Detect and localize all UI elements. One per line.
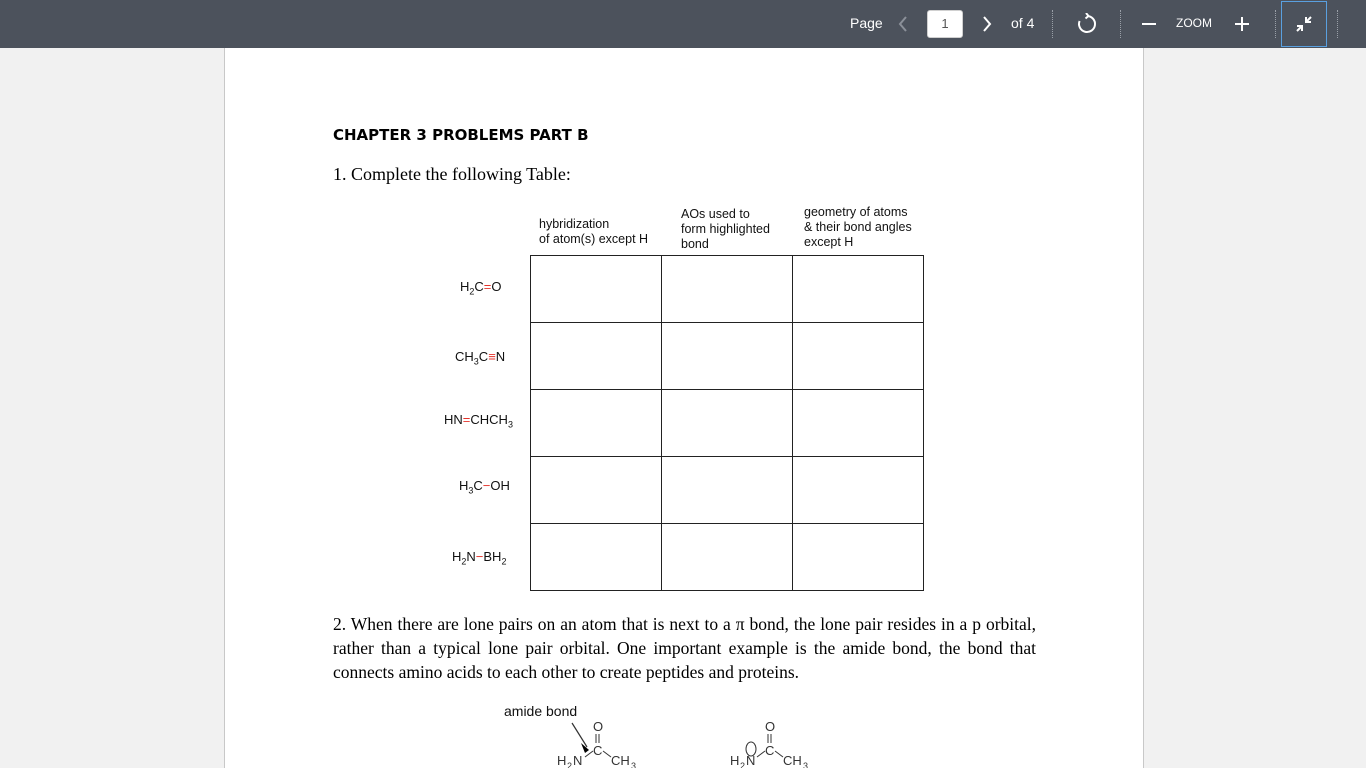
- chapter-heading: CHAPTER 3 PROBLEMS PART B: [333, 126, 589, 144]
- chevron-right-icon: [981, 15, 993, 33]
- collapse-icon: [1294, 14, 1314, 34]
- molecule-formula: $H_2N-BH_2$: [452, 549, 507, 567]
- toolbar-divider: [1120, 10, 1121, 38]
- svg-text:CH: CH: [783, 753, 802, 768]
- next-page-button[interactable]: [975, 10, 999, 38]
- table-row: [531, 390, 924, 457]
- svg-text:2: 2: [567, 761, 573, 768]
- svg-text:H: H: [557, 753, 567, 768]
- table-row: [531, 524, 924, 591]
- column-header-line: & their bond angles: [804, 220, 912, 234]
- chevron-left-icon: [897, 15, 909, 33]
- column-header-line: form highlighted: [681, 222, 770, 236]
- table-cell: [662, 524, 793, 591]
- toolbar-divider: [1337, 10, 1338, 38]
- svg-text:O: O: [593, 719, 604, 734]
- column-header-line: AOs used to: [681, 207, 750, 221]
- exit-fullscreen-button[interactable]: [1281, 1, 1327, 47]
- rotate-icon: [1076, 13, 1098, 35]
- table-row: [531, 457, 924, 524]
- molecule-formula: $HN=CHCH_3$: [444, 412, 513, 430]
- toolbar-divider: [1052, 10, 1053, 38]
- column-header-geometry: [804, 205, 912, 250]
- table-cell: [531, 524, 662, 591]
- table-cell: [793, 256, 924, 323]
- pdf-toolbar: [0, 0, 1366, 48]
- amide-structures-figure: [545, 713, 845, 768]
- rotate-button[interactable]: [1072, 8, 1102, 40]
- svg-text:C: C: [765, 743, 775, 758]
- page-number-input[interactable]: 1: [927, 10, 963, 38]
- table-cell: [531, 457, 662, 524]
- table-cell: [662, 390, 793, 457]
- table-row: [531, 256, 924, 323]
- table-cell: [531, 256, 662, 323]
- table-cell: [662, 256, 793, 323]
- column-header-line: of atom(s) except H: [539, 232, 649, 246]
- table-row: [531, 323, 924, 390]
- column-header-hybridization: [539, 217, 648, 247]
- previous-page-button[interactable]: [891, 10, 915, 38]
- document-page: [224, 48, 1144, 768]
- svg-text:C: C: [593, 743, 603, 758]
- column-header-line: bond: [681, 237, 709, 251]
- amide-bond-label: amide bond: [504, 703, 578, 719]
- question-1: 1. Complete the following Table:: [333, 164, 571, 184]
- page-count-label: of 4: [1011, 15, 1035, 31]
- table-cell: [531, 323, 662, 390]
- minus-icon: [1141, 16, 1157, 32]
- svg-text:N: N: [746, 753, 756, 768]
- column-header-aos: [681, 207, 770, 252]
- svg-text:H: H: [730, 753, 740, 768]
- table-cell: [793, 524, 924, 591]
- toolbar-divider: [1275, 10, 1276, 38]
- column-header-line: except H: [804, 235, 854, 249]
- table-cell: [531, 390, 662, 457]
- column-header-line: hybridization: [539, 217, 610, 231]
- svg-text:3: 3: [803, 761, 809, 768]
- table-cell: [662, 457, 793, 524]
- molecule-formula: $CH_3C\equiv N$: [455, 349, 506, 367]
- plus-icon: [1234, 16, 1250, 32]
- zoom-in-button[interactable]: [1229, 10, 1255, 38]
- table-cell: [793, 457, 924, 524]
- molecule-formula: $H_2C=O$: [460, 279, 502, 297]
- svg-text:3: 3: [631, 761, 637, 768]
- page-label: Page: [850, 15, 883, 31]
- table-cell: [793, 390, 924, 457]
- question-2: 2. When there are lone pairs on an atom that is next to a π bond, the lone pair resides in a p orbital, rather than a typical lone pair orbital. One important example is the amide bond, the bond that connects amino acids to each other to create peptides and proteins.: [333, 614, 1036, 682]
- column-header-line: geometry of atoms: [804, 205, 908, 219]
- svg-text:O: O: [765, 719, 776, 734]
- svg-text:CH: CH: [611, 753, 630, 768]
- svg-text:N: N: [573, 753, 583, 768]
- molecule-formula: $H_3C-OH$: [459, 478, 510, 496]
- answer-table: [530, 255, 924, 591]
- svg-text:2: 2: [740, 761, 746, 768]
- table-cell: [662, 323, 793, 390]
- zoom-out-button[interactable]: [1136, 10, 1162, 38]
- zoom-label: ZOOM: [1176, 16, 1212, 30]
- table-cell: [793, 323, 924, 390]
